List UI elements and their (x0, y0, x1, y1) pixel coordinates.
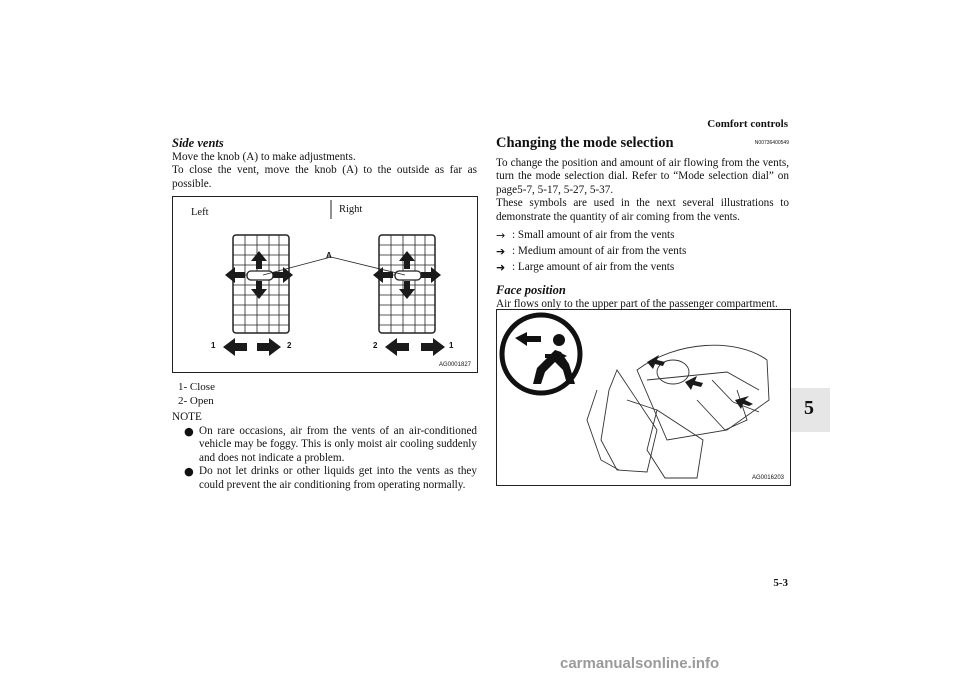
face-position-illustration (497, 310, 790, 485)
chapter-tab (788, 388, 830, 432)
note-block (172, 411, 477, 492)
legend-item-close: 1- Close (178, 381, 215, 393)
page-number: 5-3 (773, 577, 788, 589)
note-item (184, 425, 477, 466)
face-position-heading: Face position (496, 283, 566, 297)
figure-legend (178, 381, 215, 408)
callout-1-right: 1 (449, 341, 454, 350)
face-position-figure (496, 309, 791, 486)
watermark: carmanualsonline.info (560, 655, 720, 672)
medium-arrow-icon: ➔ (496, 245, 506, 259)
callout-1-left: 1 (211, 341, 216, 350)
legend-item-open: 2- Open (178, 394, 214, 407)
bullet-icon: ● (184, 424, 194, 438)
callout-a: A (326, 251, 332, 260)
symbol-row-medium (496, 244, 789, 260)
mode-heading-row (496, 137, 789, 151)
large-arrow-icon: ➜ (496, 261, 506, 275)
side-vents-figure (172, 196, 478, 373)
side-vents-text-1: Move the knob (A) to make adjustments. (172, 150, 356, 163)
symbol-text: : Large amount of air from the vents (512, 261, 675, 274)
figure-code: AG0016203 (751, 475, 784, 481)
bullet-icon: ● (184, 465, 194, 478)
callout-2-left: 2 (287, 341, 292, 350)
figure-label-right: Right (339, 204, 363, 215)
note-title: NOTE (172, 411, 202, 423)
mode-paragraph-1: To change the position and amount of air flowing from the vents, turn the mode selection dial. Refer to “Mode selection dial” on page5-7, 5-17, 5-27, 5-37. (496, 156, 789, 196)
mode-selection-heading: Changing the mode selection (496, 135, 674, 151)
symbol-row-large (496, 260, 789, 276)
chapter-tab-number: 5 (804, 397, 814, 419)
note-text: Do not let drinks or other liquids get into the vents as they could prevent the air conditioning from operating normally. (199, 465, 477, 491)
symbol-text: : Small amount of air from the vents (512, 229, 675, 242)
symbol-text: : Medium amount of air from the vents (512, 245, 687, 258)
left-column (172, 137, 477, 191)
symbol-row-small (496, 228, 789, 244)
face-position-text: Air flows only to the upper part of the passenger compartment. (496, 297, 778, 310)
small-arrow-icon: → (496, 229, 506, 243)
right-column (496, 137, 789, 311)
note-item (184, 465, 477, 492)
section-header: Comfort controls (707, 118, 788, 130)
side-vents-illustration (173, 197, 477, 372)
airflow-symbol-list (496, 228, 789, 276)
callout-2-right: 2 (373, 341, 378, 350)
figure-label-left: Left (191, 207, 209, 218)
figure-code: AG0001827 (438, 362, 471, 368)
mode-paragraph-2: These symbols are used in the next several illustrations to demonstrate the quantity of air coming from the vents. (496, 197, 789, 223)
section-code: N00736400549 (754, 140, 789, 146)
note-text: On rare occasions, air from the vents of an air-conditioned vehicle may be foggy. This is only moist air cooling suddenly and does not indicate a problem. (199, 424, 477, 464)
side-vents-text-2: To close the vent, move the knob (A) to the outside as far as possible. (172, 164, 477, 190)
side-vents-heading: Side vents (172, 136, 224, 150)
